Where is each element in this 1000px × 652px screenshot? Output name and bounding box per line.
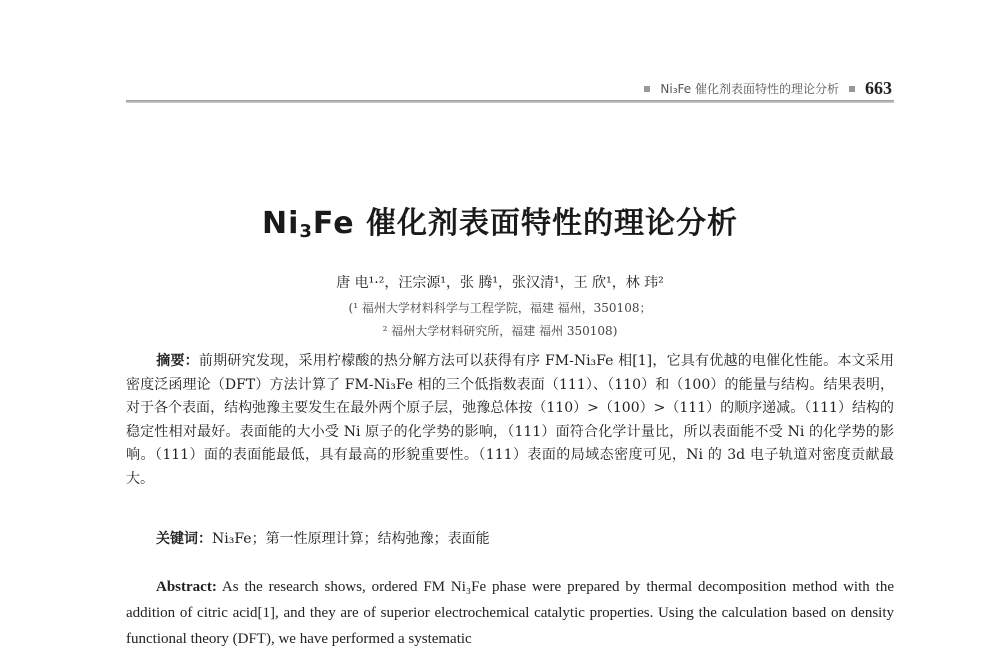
page-number: 663	[865, 78, 892, 98]
abstract-chinese	[126, 350, 894, 492]
bullet-icon	[644, 86, 650, 92]
affiliation-1: (¹ 福州大学材料科学与工程学院，福建 福州，350108；	[348, 301, 652, 315]
paper-title: $Ni_3Fe$ 催化剂表面特性的理论分析	[262, 206, 738, 242]
abstract-english	[126, 574, 894, 652]
abstract-en-text: As the research shows, ordered FM Ni₃Fe phase were prepared by thermal decomposition method with the addition of citric acid[1], and they are of superior electrochemical catalytic properties. Using the calculation based on density functional theory (DFT), we have performed a systematic	[126, 579, 894, 647]
abstract-cn-text: 前期研究发现，采用柠檬酸的热分解方法可以获得有序 FM-Ni₃Fe 相[1]，它具有优越的电催化性能。本文采用密度泛函理论（DFT）方法计算了 FM-Ni₃Fe 相的三个低指数表面（111）、（110）和（100）的能量与结构。结果表明，对于各个表面，结构弛豫主要发生在最外两个原子层，弛豫总体按（110）>（100）>（111）的顺序递减。（111）结构的稳定性相对最好。表面能的大小受 Ni 原子的化学势的影响，（111）面符合化学计量比，所以表面能不受 Ni 的化学势的影响。（111）面的表面能最低，具有最高的形貌重要性。（111）表面的局域态密度可见，Ni 的 3d 电子轨道对密度贡献最大。	[126, 353, 895, 487]
keywords	[156, 528, 490, 548]
abstract-cn-label: 摘要：	[156, 353, 199, 369]
affiliation-2: ² 福州大学材料研究所，福建 福州 350108)	[382, 324, 618, 338]
keywords-label: 关键词：	[156, 531, 212, 547]
bullet-icon	[849, 86, 855, 92]
running-header	[644, 78, 892, 99]
running-title: Ni₃Fe 催化剂表面特性的理论分析	[660, 82, 839, 96]
author-list: 唐 电¹·²，汪宗源¹，张 腾¹，张汉清¹，王 欣¹，林 玮²	[336, 275, 664, 291]
keywords-text: Ni₃Fe；第一性原理计算；结构弛豫；表面能	[212, 531, 490, 547]
header-rule	[126, 100, 894, 103]
abstract-en-label: Abstract:	[156, 579, 217, 595]
